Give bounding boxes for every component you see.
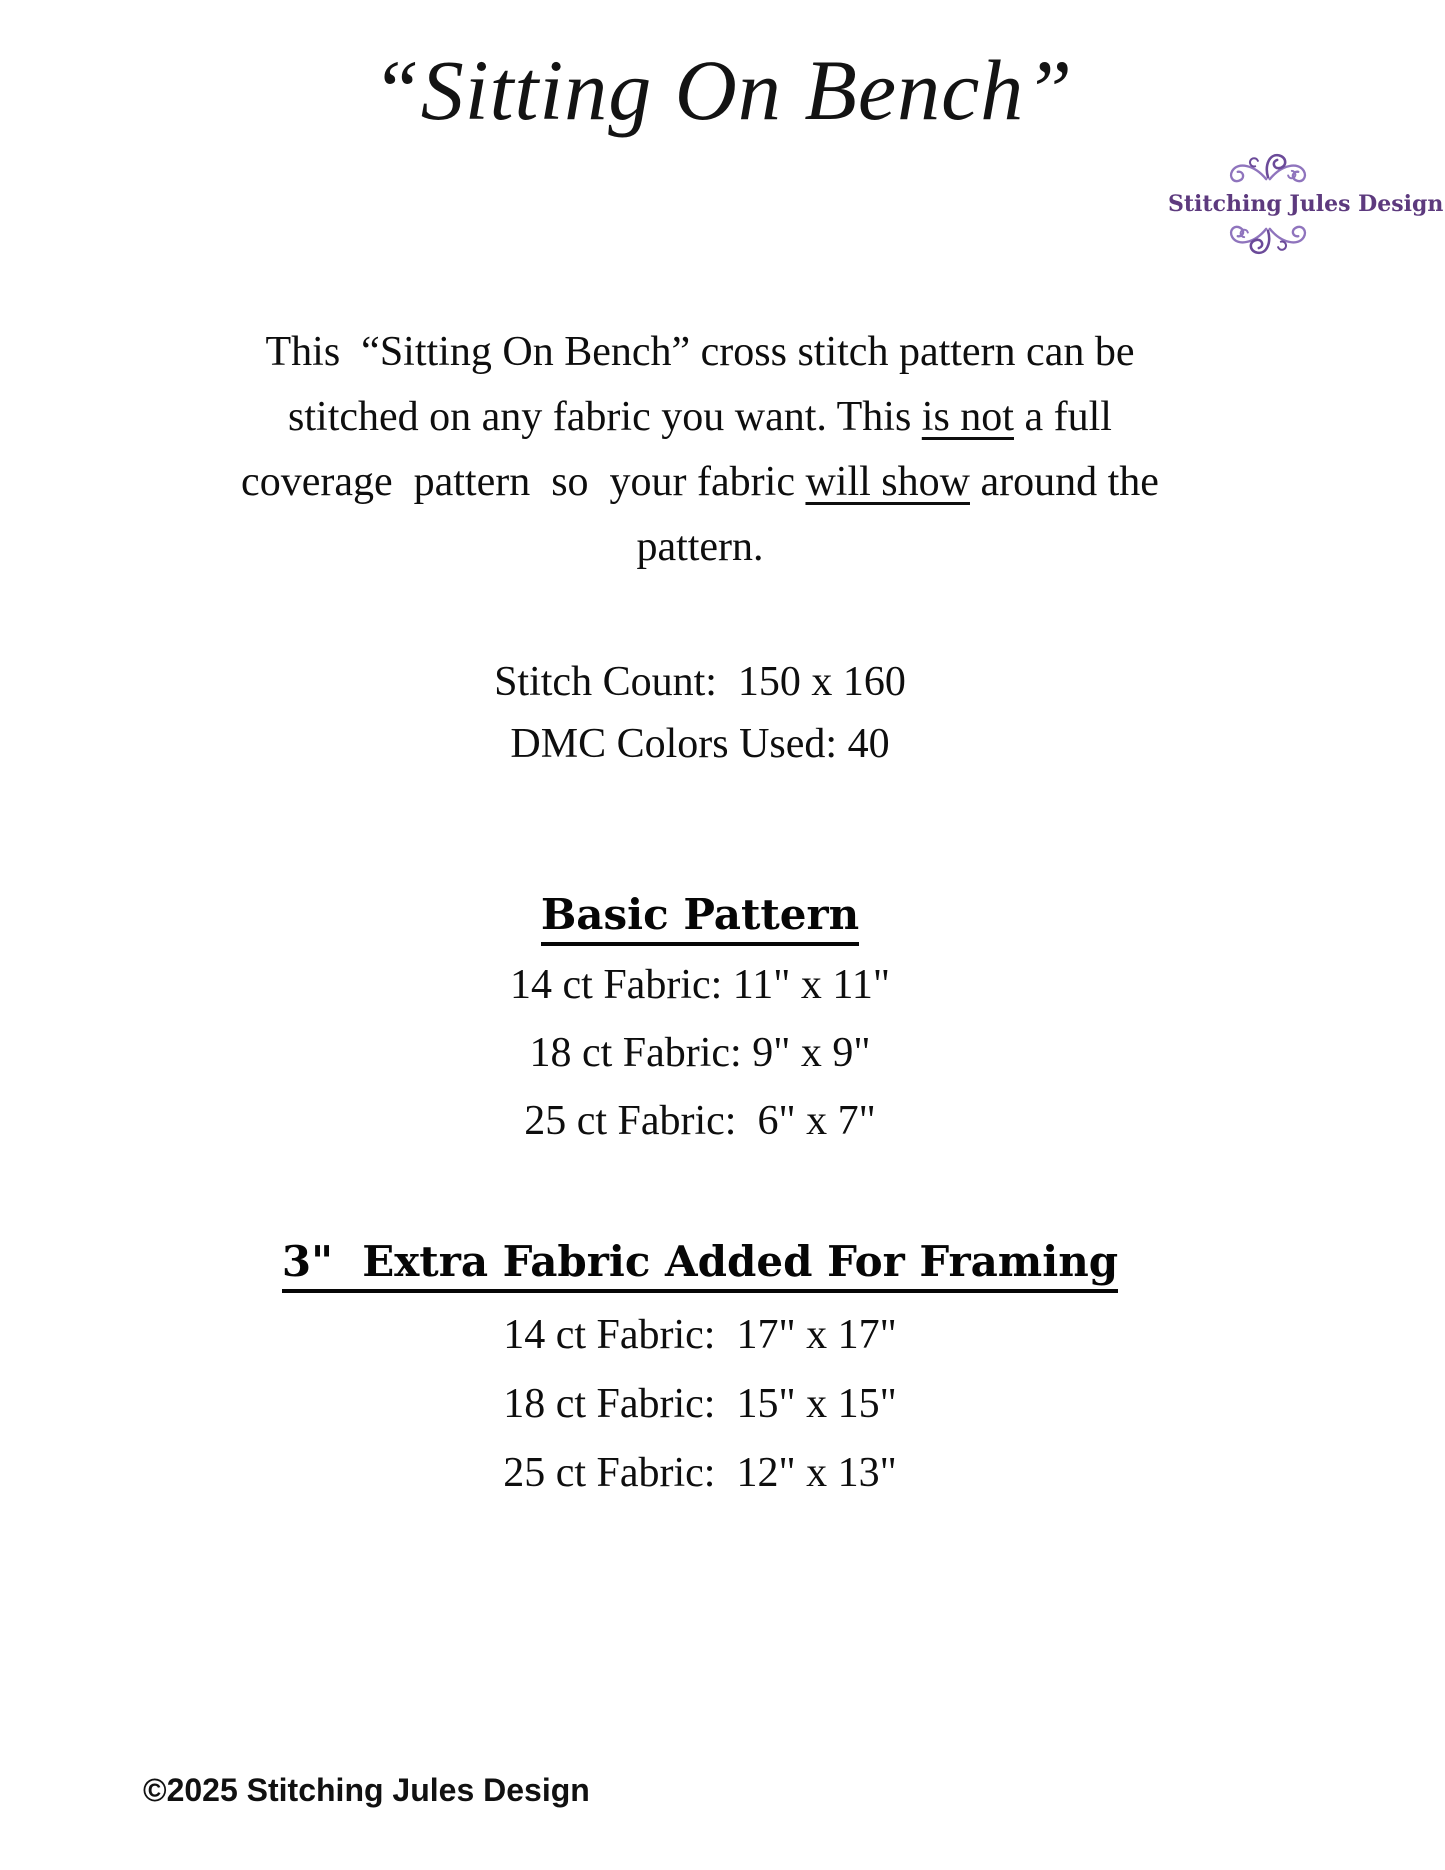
intro-underlined-text: is not [921, 394, 1014, 440]
dmc-colors-used: DMC Colors Used: 40 [510, 721, 890, 767]
brand-logo-text: Stitching Jules Design [1168, 191, 1444, 217]
intro-underlined-text: will show [805, 459, 970, 505]
framing-heading-text: 3" Extra Fabric Added For Framing [282, 1237, 1118, 1293]
intro-text: coverage pattern so your fabric [241, 459, 806, 505]
basic-pattern-heading-text: Basic Pattern [541, 890, 859, 946]
framing-sizes [0, 1301, 1400, 1508]
intro-line [0, 320, 1400, 385]
fabric-size-row: 18 ct Fabric: 15" x 15" [503, 1381, 897, 1427]
intro-text: stitched on any fabric you want. This [288, 394, 922, 440]
brand-logo [1168, 148, 1444, 260]
copyright-notice: ©2025 Stitching Jules Design [143, 1772, 590, 1808]
pattern-stats [0, 651, 1400, 775]
basic-pattern-heading [0, 890, 1400, 940]
basic-pattern-sizes [0, 951, 1400, 1155]
fabric-size-row: 14 ct Fabric: 11" x 11" [510, 962, 890, 1008]
fabric-size-row: 25 ct Fabric: 12" x 13" [503, 1450, 897, 1496]
intro-line [0, 515, 1400, 580]
stitch-count: Stitch Count: 150 x 160 [494, 659, 906, 705]
page-title: “Sitting On Bench” [371, 42, 1074, 138]
logo-flourish-bottom-icon [1213, 216, 1323, 260]
fabric-size-row: 25 ct Fabric: 6" x 7" [524, 1098, 876, 1144]
intro-paragraph [0, 320, 1400, 580]
fabric-size-row: 14 ct Fabric: 17" x 17" [503, 1312, 897, 1358]
intro-text: around the [969, 459, 1159, 505]
intro-line [0, 385, 1400, 450]
intro-line [0, 450, 1400, 515]
fabric-size-row: 18 ct Fabric: 9" x 9" [529, 1030, 871, 1076]
intro-text: pattern. [636, 524, 764, 570]
intro-text: This “Sitting On Bench” cross stitch pattern can be [265, 329, 1135, 375]
framing-heading [0, 1237, 1400, 1287]
intro-text: a full [1013, 394, 1112, 440]
logo-flourish-top-icon [1213, 148, 1323, 192]
